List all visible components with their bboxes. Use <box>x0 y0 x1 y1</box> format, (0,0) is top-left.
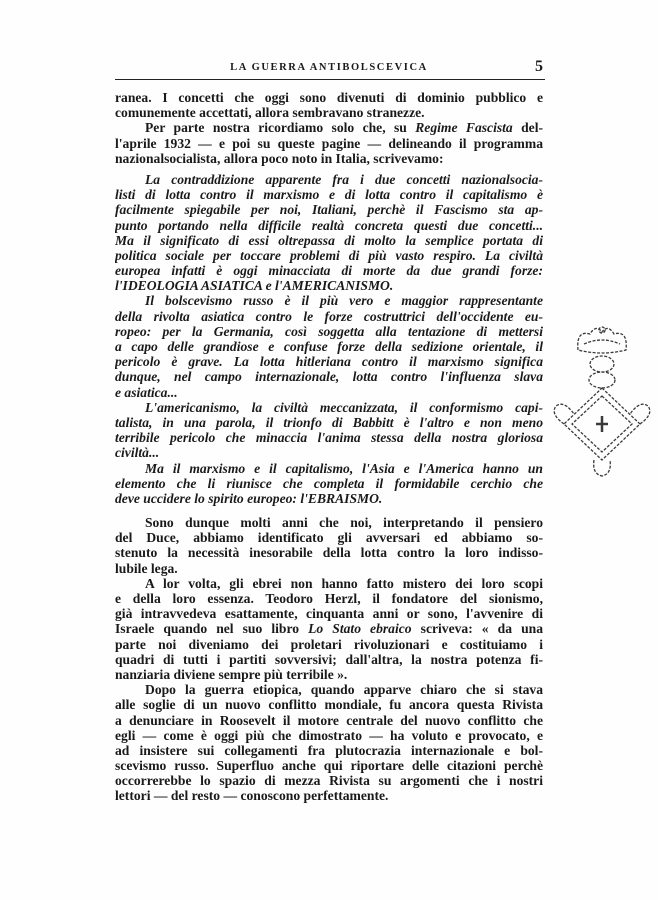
text-line: parte noi diveniamo dei proletari rivoluzionari e costituiamo i <box>115 636 543 652</box>
text-line: e della loro essenza. Teodoro Herzl, il fondatore del sionismo, <box>115 591 543 606</box>
text-line: Sono dunque molti anni che noi, interpretando il pensiero <box>145 515 543 531</box>
text-line: ranea. I concetti che oggi sono divenuti di dominio pubblico e <box>115 90 543 105</box>
paragraph <box>115 515 543 576</box>
text-line: deve uccidere lo spirito europeo: l'EBRAISMO. <box>115 490 383 506</box>
text-line: della rivolta asiatica contro le forze costruttrici dell'occidente eu- <box>115 308 543 324</box>
text-line: La contraddizione apparente fra i due concetti nazionalsocia- <box>145 171 543 187</box>
text-line: pericolo è grave. La lotta hitleriana contro il marxismo significa <box>115 354 543 370</box>
quoted-paragraph <box>115 172 543 294</box>
paragraph <box>115 576 543 682</box>
text-line: ropeo: per la Germania, così soggetta alla tentazione di mettersi <box>115 323 543 339</box>
text-line: L'americanismo, la civiltà meccanizzata, il conformismo capi- <box>145 399 543 415</box>
body-text <box>115 90 543 804</box>
text-line: Dopo la guerra etiopica, quando apparve chiaro che si stava <box>145 682 543 698</box>
paragraph <box>115 682 543 804</box>
text-line: politica sociale per toccare problemi di più vasto respiro. La civiltà <box>115 247 543 263</box>
text-line: elemento che li riunisce che completa il formidabile cerchio che <box>115 475 543 491</box>
text-line: occorrerebbe lo spazio di mezza Rivista su argomenti che i nostri <box>115 773 543 789</box>
paragraph <box>115 120 543 166</box>
text-line: punto portando nella difficile realtà concreta questi due concetti... <box>115 217 543 233</box>
italic-title: Lo Stato ebraico <box>308 621 412 637</box>
text-line: talista, in una parola, il trionfo di Babbitt è l'altro e non meno <box>115 414 543 430</box>
running-title: LA GUERRA ANTIBOLSCEVICA <box>230 62 428 73</box>
text-segment: Per parte nostra ricordiamo solo che, su <box>145 120 416 136</box>
text-line: alle soglie di un nuovo conflitto mondiale, fu ancora questa Rivista <box>115 697 543 713</box>
text-line: facilmente spiegabile per noi, Italiani, perchè il Fascismo sta ap- <box>115 202 543 218</box>
text-line: egli — come è oggi più che dimostrato — ha voluto e provocato, e <box>115 727 543 743</box>
text-line: quadri di tutti i partiti sovversivi; dall'altra, la nostra potenza fi- <box>115 651 543 667</box>
quoted-paragraph <box>115 461 543 507</box>
text-line: Il bolscevismo russo è il più vero e maggior rappresentante <box>145 293 543 309</box>
text-line: Ma il marxismo e il capitalismo, l'Asia e l'America hanno un <box>145 460 543 476</box>
header-rule <box>115 79 545 80</box>
text-line: già intravvedeva esattamente, cinquanta anni or sono, l'avvenire di <box>115 606 543 622</box>
text-line: nanziaria diviene sempre più terribile ». <box>115 666 348 682</box>
text-line: Ma il significato di essi oltrepassa di molto la semplice portata di <box>115 232 543 248</box>
text-line: dunque, nel campo internazionale, lotta contro l'influenza slava <box>115 369 543 385</box>
text-line: terribile pericolo che minaccia l'anima stessa della nostra gloriosa <box>115 430 543 446</box>
quoted-paragraph <box>115 293 543 399</box>
page-number: 5 <box>535 58 543 75</box>
text-line: nazionalsocialista, allora poco noto in Italia, scrivevamo: <box>115 150 444 166</box>
text-line: A lor volta, gli ebrei non hanno fatto mistero dei loro scopi <box>145 575 543 591</box>
text-segment: Israele quando nel suo libro <box>115 621 309 637</box>
text-line <box>115 120 543 135</box>
text-segment: del- <box>512 120 543 136</box>
quoted-paragraph <box>115 400 543 461</box>
text-line: del Duce, abbiamo identificato gli avversari ed abbiamo so- <box>115 530 543 546</box>
text-line <box>115 621 543 636</box>
library-stamp-icon <box>548 322 656 482</box>
text-line: comunemente accettati, allora sembravano stranezze. <box>115 105 425 121</box>
text-line: listi di lotta contro il marxismo e di lotta contro il capitalismo è <box>115 187 543 203</box>
text-line: a denunciare in Roosevelt il motore centrale del nuovo conflitto che <box>115 712 543 728</box>
page-header <box>115 58 543 78</box>
paragraph <box>115 90 543 120</box>
text-line: ad insistere sui collegamenti fra plutocrazia internazionale e bol- <box>115 742 543 758</box>
text-line: stenuto la necessità inesorabile della lotta contro la loro indisso- <box>115 545 543 561</box>
text-line: lettori — del resto — conoscono perfettamente. <box>115 788 389 804</box>
text-line: scevismo russo. Superfluo anche qui riportare delle citazioni perchè <box>115 758 543 774</box>
text-line: lubile lega. <box>115 560 178 576</box>
text-line: a capo delle grandiose e confuse forze della sedizione orientale, il <box>115 339 543 354</box>
text-line: e asiatica... <box>115 384 178 400</box>
italic-title: Regime Fascista <box>415 120 513 136</box>
text-line: civiltà... <box>115 445 160 461</box>
text-line: l'aprile 1932 — e poi su queste pagine — delineando il programma <box>115 135 543 151</box>
text-segment: scriveva: « da una <box>411 621 543 637</box>
text-line: europea infatti è oggi minacciata di morte da due grandi forze: <box>115 263 543 279</box>
text-line: l'IDEOLOGIA ASIATICA e l'AMERICANISMO. <box>115 278 394 294</box>
